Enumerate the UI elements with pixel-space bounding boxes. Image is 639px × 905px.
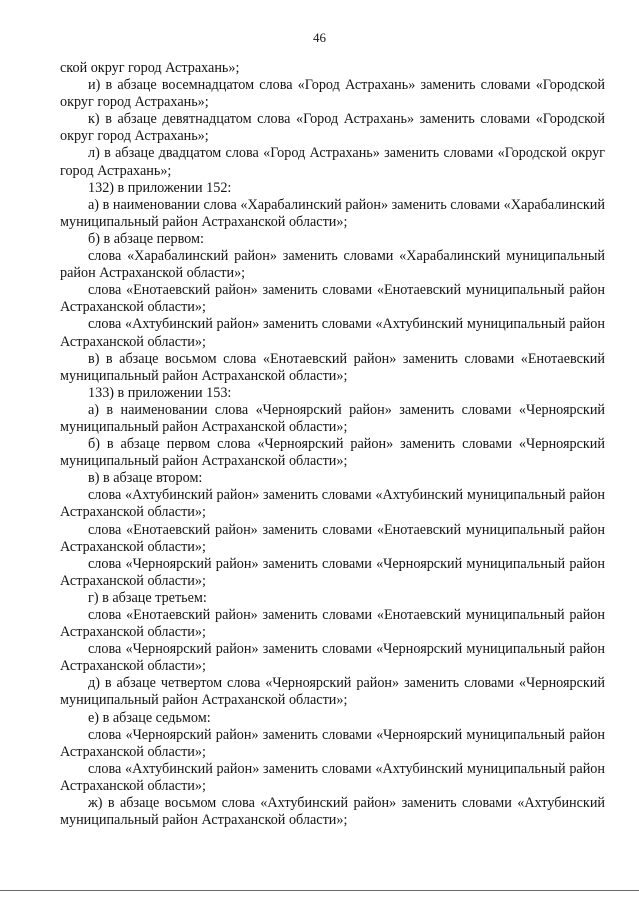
body-paragraph: ской округ город Астрахань»; [60,60,240,76]
document-body [60,60,605,829]
body-paragraph: и) в абзаце восемнадцатом слова «Город Астрахань» заменить словами «Городской округ город Астрахань»; [60,77,605,111]
body-paragraph: слова «Черноярский район» заменить словами «Черноярский муниципальный район Астраханской области»; [60,641,605,675]
body-paragraph: к) в абзаце девятнадцатом слова «Город Астрахань» заменить словами «Городской округ город Астрахань»; [60,111,605,145]
page-number: 46 [313,30,326,45]
body-paragraph: ж) в абзаце восьмом слова «Ахтубинский район» заменить словами «Ахтубинский муниципальный район Астраханской области»; [60,795,605,829]
body-paragraph: 132) в приложении 152: [88,179,232,196]
body-paragraph: г) в абзаце третьем: [88,589,207,606]
body-paragraph: б) в абзаце первом слова «Черноярский район» заменить словами «Черноярский муниципальный район Астраханской области»; [60,436,605,470]
body-paragraph: а) в наименовании слова «Черноярский район» заменить словами «Черноярский муниципальный район Астраханской области»; [60,401,605,435]
bottom-rule [0,890,639,891]
body-paragraph: слова «Черноярский район» заменить словами «Черноярский муниципальный район Астраханской области»; [60,726,605,760]
body-paragraph: слова «Ахтубинский район» заменить словами «Ахтубинский муниципальный район Астраханской области»; [60,760,605,794]
body-paragraph: е) в абзаце седьмом: [88,709,211,726]
body-paragraph: в) в абзаце втором: [88,470,203,487]
body-paragraph: слова «Ахтубинский район» заменить словами «Ахтубинский муниципальный район Астраханской области»; [60,487,605,521]
body-paragraph: л) в абзаце двадцатом слова «Город Астрахань» заменить словами «Городской округ город Астрахань»; [60,145,605,179]
body-paragraph: а) в наименовании слова «Харабалинский район» заменить словами «Харабалинский муниципальный район Астраханской области»; [60,196,605,230]
body-paragraph: в) в абзаце восьмом слова «Енотаевский район» заменить словами «Енотаевский муниципальный район Астраханской области»; [60,350,605,384]
body-paragraph: д) в абзаце четвертом слова «Черноярский район» заменить словами «Черноярский муниципальный район Астраханской области»; [60,675,605,709]
body-paragraph: 133) в приложении 153: [88,384,232,401]
body-paragraph: слова «Черноярский район» заменить словами «Черноярский муниципальный район Астраханской области»; [60,555,605,589]
body-paragraph: слова «Харабалинский район» заменить словами «Харабалинский муниципальный район Астраханской области»; [60,248,605,282]
body-paragraph: слова «Ахтубинский район» заменить словами «Ахтубинский муниципальный район Астраханской области»; [60,316,605,350]
body-paragraph: б) в абзаце первом: [88,230,204,247]
body-paragraph: слова «Енотаевский район» заменить словами «Енотаевский муниципальный район Астраханской области»; [60,521,605,555]
body-paragraph: слова «Енотаевский район» заменить словами «Енотаевский муниципальный район Астраханской области»; [60,282,605,316]
body-paragraph: слова «Енотаевский район» заменить словами «Енотаевский муниципальный район Астраханской области»; [60,607,605,641]
